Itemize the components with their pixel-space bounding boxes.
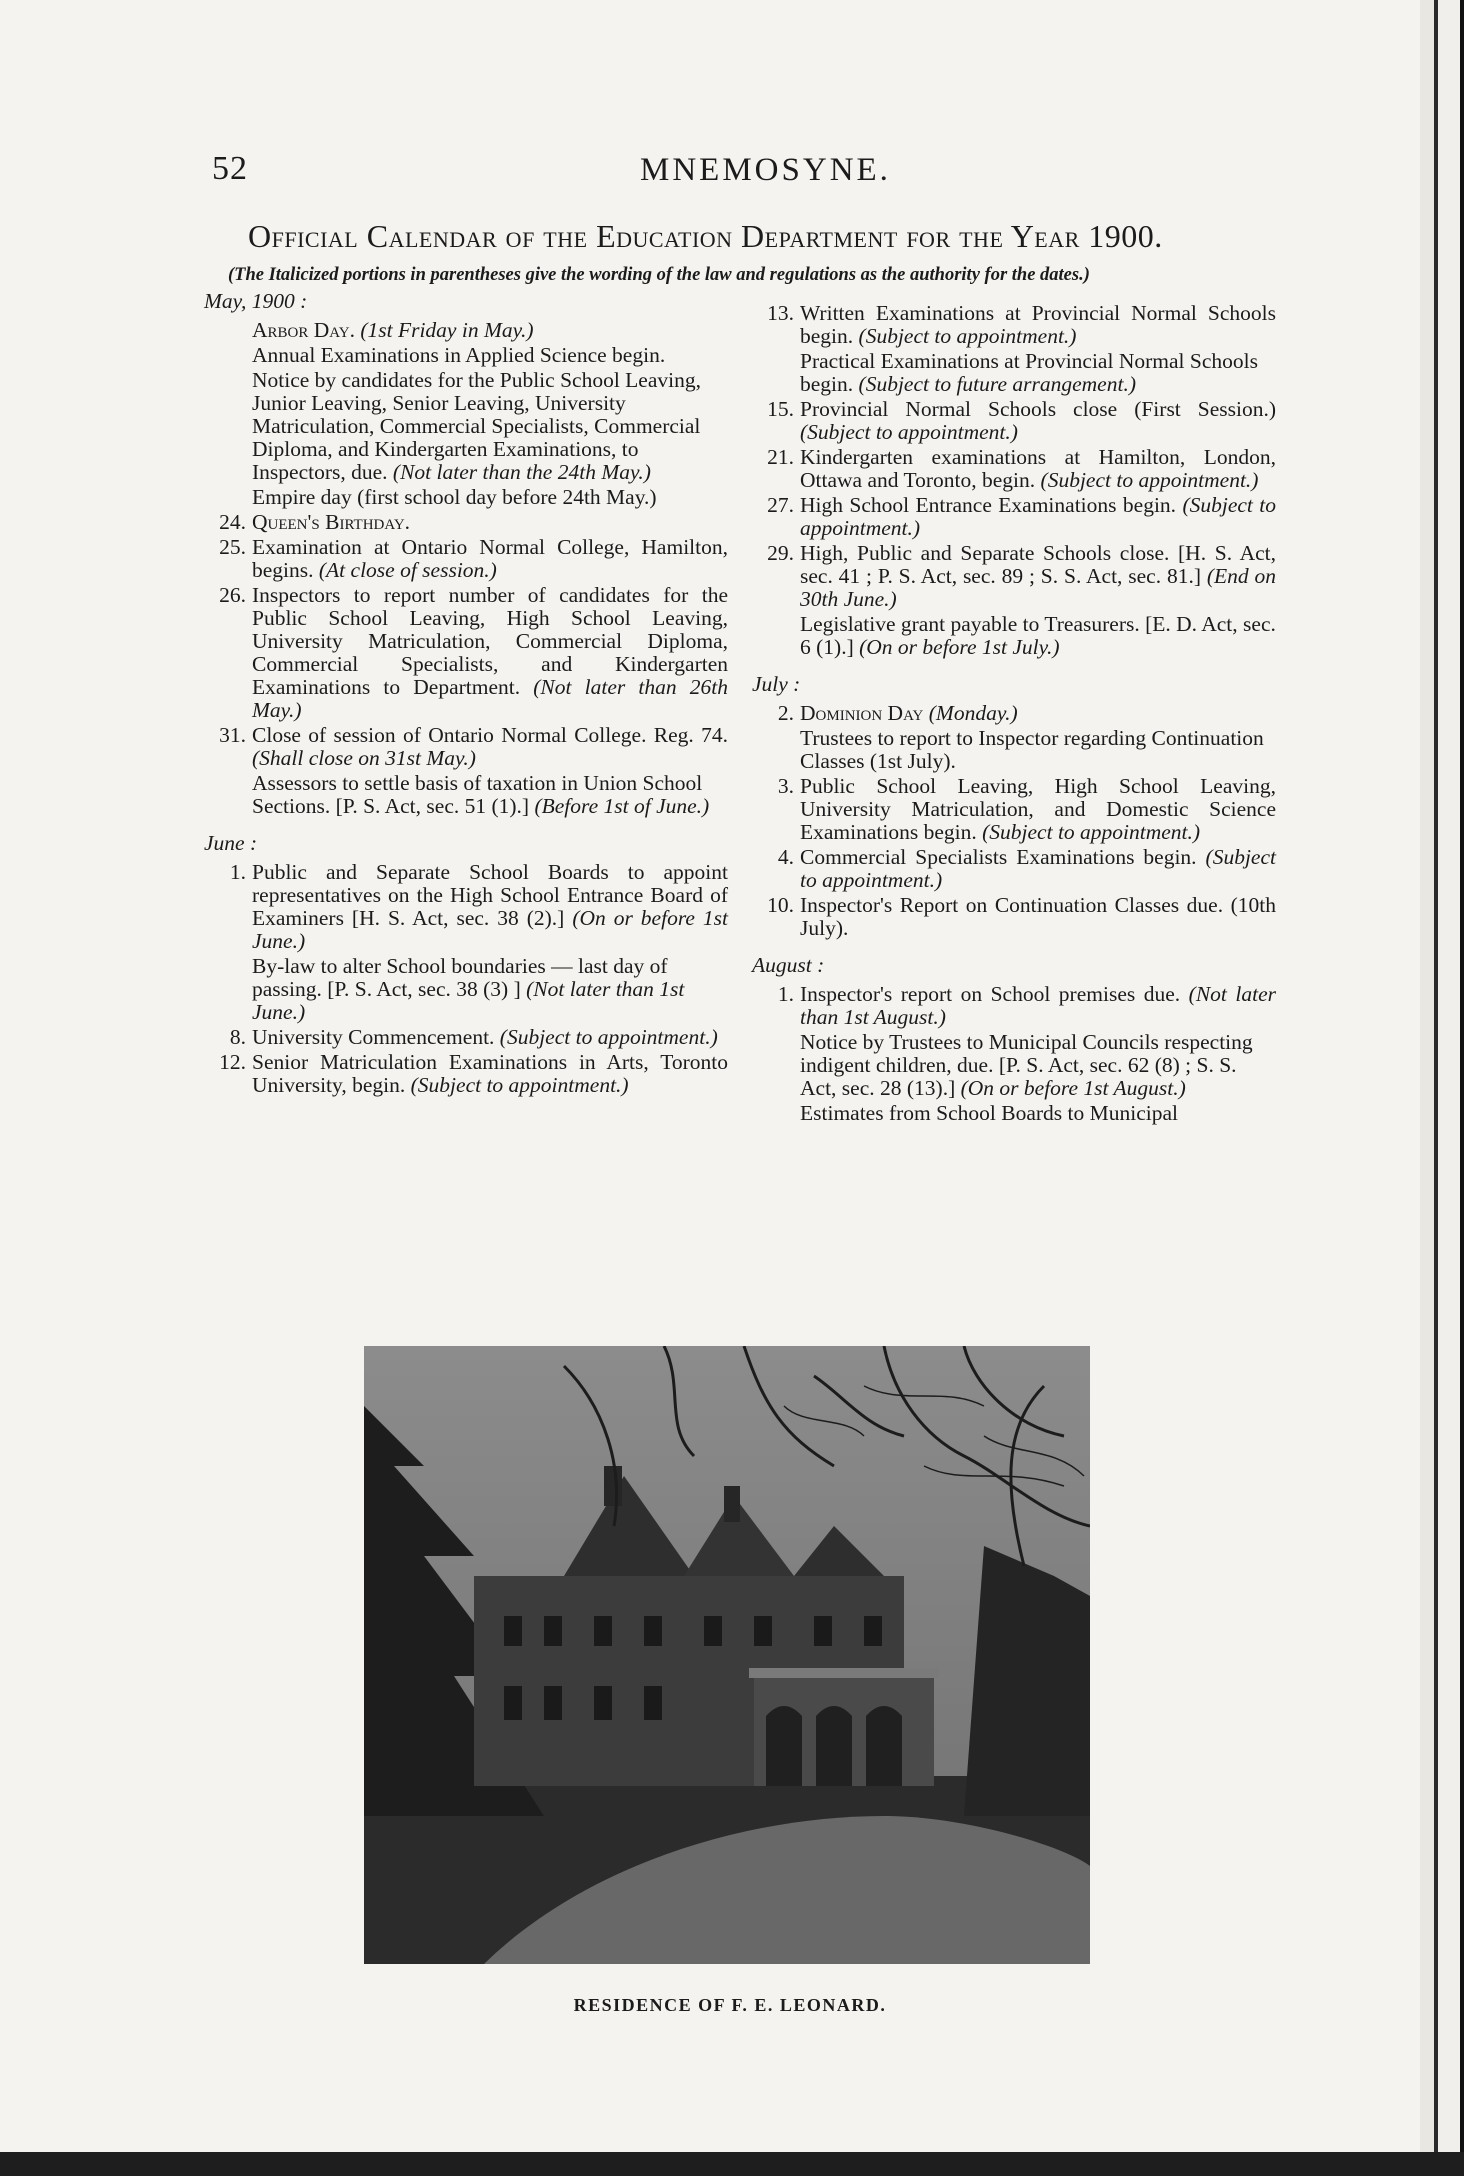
entry-day: 29. <box>767 541 794 565</box>
calendar-item: Annual Examinations in Applied Science begin. <box>252 343 666 367</box>
running-head: MNEMOSYNE. <box>640 152 891 188</box>
entry-day: 13. <box>767 301 794 325</box>
calendar-entry: 2. Dominion Day (Monday.) <box>748 702 1276 725</box>
calendar-entry: 24. Queen's Birthday. <box>200 511 728 534</box>
entry-day: 1. <box>229 860 246 884</box>
calendar-entry: 29. High, Public and Separate Schools close. [H. S. Act, sec. 41 ; P. S. Act, sec. 89 ; S. S. Act, sec. 81.] (End on 30th June.) <box>748 542 1276 611</box>
page-subtitle: (The Italicized portions in parentheses give the wording of the law and regulations as the authority for the dates.) <box>228 265 1090 285</box>
entry-day: 1. <box>777 982 794 1006</box>
page-number: 52 <box>212 150 248 187</box>
page-edge <box>1420 0 1464 2176</box>
entry-day: 8. <box>229 1025 246 1049</box>
entry-day: 24. <box>219 510 246 534</box>
left-column <box>200 290 728 1099</box>
calendar-item: Practical Examinations at Provincial Normal Schools begin. (Subject to future arrangement.) <box>800 349 1258 396</box>
entry-day: 31. <box>219 723 246 747</box>
right-column <box>748 302 1276 1127</box>
calendar-entry: 31. Close of session of Ontario Normal College. Reg. 74. (Shall close on 31st May.) <box>200 724 728 770</box>
calendar-entry: 4. Commercial Specialists Examinations begin. (Subject to appointment.) <box>748 846 1276 892</box>
calendar-item: Notice by Trustees to Municipal Councils respecting indigent children, due. [P. S. Act, sec. 62 (8) ; S. S. Act, sec. 28 (13).] (On or before 1st August.) <box>800 1030 1253 1100</box>
entry-day: 10. <box>767 893 794 917</box>
calendar-entry: 27. High School Entrance Examinations begin. (Subject to appointment.) <box>748 494 1276 540</box>
calendar-entry: 10. Inspector's Report on Continuation Classes due. (10th July). <box>748 894 1276 940</box>
calendar-entry: 8. University Commencement. (Subject to appointment.) <box>200 1026 728 1049</box>
calendar-entry: 13. Written Examinations at Provincial Normal Schools begin. (Subject to appointment.) <box>748 302 1276 348</box>
calendar-entry: 3. Public School Leaving, High School Leaving, University Matriculation, and Domestic Science Examinations begin. (Subject to appointment.) <box>748 775 1276 844</box>
month-heading-july: July : <box>752 672 801 696</box>
entry-day: 26. <box>219 583 246 607</box>
entry-day: 4. <box>777 845 794 869</box>
entry-day: 12. <box>219 1050 246 1074</box>
entry-day: 27. <box>767 493 794 517</box>
calendar-entry: 12. Senior Matriculation Examinations in Arts, Toronto University, begin. (Subject to appointment.) <box>200 1051 728 1097</box>
calendar-entry: 15. Provincial Normal Schools close (First Session.) (Subject to appointment.) <box>748 398 1276 444</box>
calendar-item: Empire day (first school day before 24th May.) <box>252 485 657 509</box>
entry-day: 15. <box>767 397 794 421</box>
entry-day: 21. <box>767 445 794 469</box>
calendar-item: Assessors to settle basis of taxation in Union School Sections. [P. S. Act, sec. 51 (1).] (Before 1st of June.) <box>252 771 710 818</box>
page-edge <box>0 2152 1464 2176</box>
calendar-item: Notice by candidates for the Public School Leaving, Junior Leaving, Senior Leaving, University Matriculation, Commercial Specialists, Commercial Diploma, and Kindergarten Examinations, to Inspectors, due. (Not later than the 24th May.) <box>252 368 701 484</box>
month-heading-august: August : <box>752 953 825 977</box>
residence-photograph <box>364 1346 1090 1964</box>
calendar-entry: 26. Inspectors to report number of candidates for the Public School Leaving, High School Leaving, University Matriculation, Commercial Diploma, Commercial Specialists, and Kindergarten Examinations to Department. (Not later than 26th May.) <box>200 584 728 722</box>
page-title: Official Calendar of the Education Department for the Year 1900. <box>248 218 1163 254</box>
month-heading-may: May, 1900 : <box>204 289 308 313</box>
entry-day: 2. <box>777 701 794 725</box>
photograph-illustration <box>364 1346 1090 1964</box>
calendar-entry: 21. Kindergarten examinations at Hamilton, London, Ottawa and Toronto, begin. (Subject to appointment.) <box>748 446 1276 492</box>
calendar-item: By-law to alter School boundaries — last day of passing. [P. S. Act, sec. 38 (3) ] (Not later than 1st June.) <box>252 954 685 1024</box>
calendar-item: Trustees to report to Inspector regarding Continuation Classes (1st July). <box>800 726 1264 773</box>
calendar-entry: 1. Public and Separate School Boards to appoint representatives on the High School Entrance Board of Examiners [H. S. Act, sec. 38 (2).] (On or before 1st June.) <box>200 861 728 953</box>
calendar-entry: 1. Inspector's report on School premises due. (Not later than 1st August.) <box>748 983 1276 1029</box>
calendar-item: Legislative grant payable to Treasurers. [E. D. Act, sec. 6 (1).] (On or before 1st July.) <box>800 612 1276 659</box>
calendar-item: Arbor Day. (1st Friday in May.) <box>252 318 534 342</box>
photo-caption: RESIDENCE OF F. E. LEONARD. <box>573 1995 887 2015</box>
entry-day: 25. <box>219 535 246 559</box>
calendar-item: Estimates from School Boards to Municipal <box>800 1101 1178 1125</box>
calendar-entry: 25. Examination at Ontario Normal College, Hamilton, begins. (At close of session.) <box>200 536 728 582</box>
entry-day: 3. <box>777 774 794 798</box>
month-heading-june: June : <box>204 831 258 855</box>
